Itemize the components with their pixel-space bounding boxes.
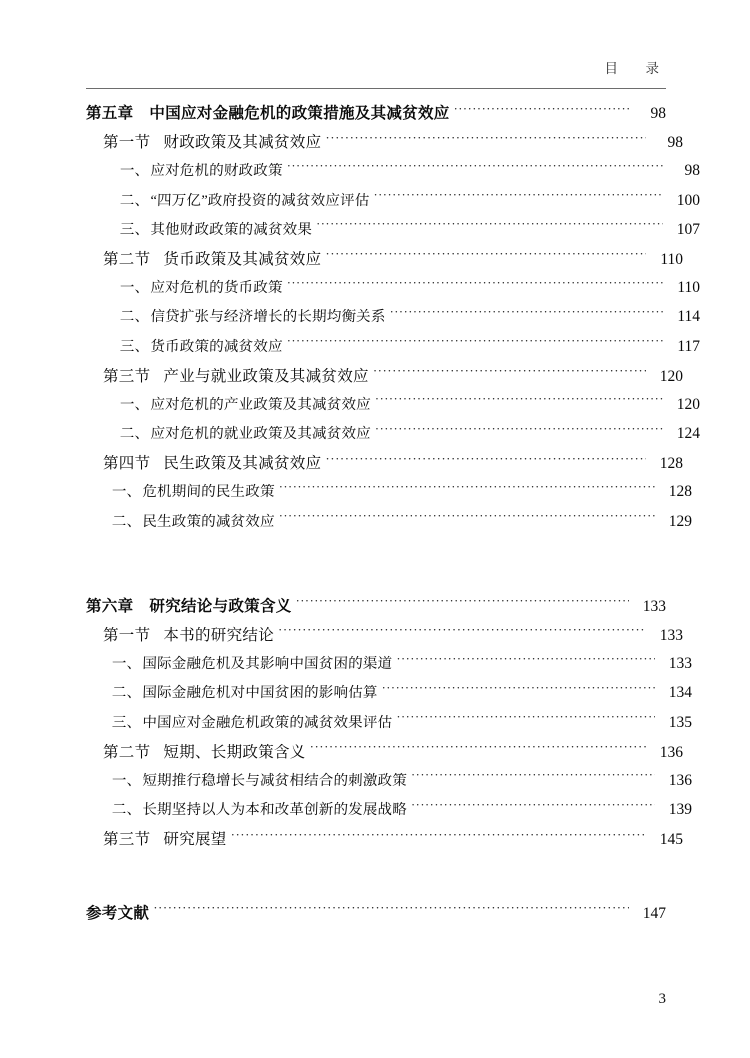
leader-dots [231,828,646,844]
toc-entry-page-number: 139 [668,801,692,819]
toc-entry-item[interactable] [120,218,700,247]
leader-dots [278,624,646,640]
toc-entry-page-number: 117 [677,337,700,355]
toc-entry-page-number: 110 [660,250,683,268]
toc-entry-number: 第一节 [103,627,151,644]
toc-entry-label [103,740,306,762]
toc-entry-number: 二、 [112,802,142,819]
table-of-contents [86,101,700,930]
toc-entry-page-number: 147 [642,904,666,922]
toc-entry-title: 研究展望 [163,831,227,849]
toc-entry-page-number: 107 [676,220,700,238]
toc-entry-page-number: 128 [668,483,692,501]
toc-entry-page-number: 100 [676,191,700,209]
toc-entry-title: 其他财政政策的减贫效果 [150,221,313,238]
toc-entry-page-number: 129 [668,512,692,530]
toc-entry-number: 二、 [120,192,150,209]
leader-dots [411,769,655,785]
leader-dots [411,798,655,814]
leader-dots [296,595,629,611]
section-gap [86,539,666,594]
toc-entry-number: 第二节 [103,743,151,761]
toc-entry-label [120,335,283,356]
toc-entry-item[interactable] [112,711,692,740]
toc-entry-title: 应对危机的就业政策及其减贫效应 [150,426,372,443]
toc-entry-label [112,681,378,702]
toc-entry-number: 一、 [120,163,150,180]
toc-entry-label [120,276,283,297]
toc-entry-title: 短期推行稳增长与减贫相结合的刺激政策 [142,772,408,789]
toc-entry-section[interactable] [103,623,683,652]
toc-entry-item[interactable] [112,681,692,710]
toc-entry-number: 第六章 [86,597,134,615]
toc-entry-number: 第四节 [103,455,151,473]
toc-entry-number: 二、 [120,309,150,326]
toc-entry-page-number: 135 [668,713,692,731]
toc-entry-title: 参考文献 [86,904,150,922]
toc-entry-page-number: 133 [642,597,666,615]
toc-entry-section[interactable] [103,130,683,159]
toc-entry-label [112,769,407,790]
leader-dots [287,276,663,292]
toc-entry-number: 第三节 [103,831,151,849]
toc-entry-number: 第一节 [103,134,151,152]
toc-entry-label [112,480,275,501]
toc-entry-title: 财政政策及其减贫效应 [163,134,322,152]
toc-entry-page-number: 133 [668,655,692,673]
leader-dots [373,189,663,205]
toc-entry-label [112,652,393,673]
toc-entry-item[interactable] [120,305,700,334]
leader-dots [279,510,655,526]
toc-entry-item[interactable] [112,480,692,509]
toc-entry-section[interactable] [103,740,683,769]
toc-entry-label [103,130,321,152]
toc-entry-section[interactable] [103,827,683,856]
leader-dots [454,102,629,118]
toc-entry-label [120,218,312,239]
toc-entry-title: 产业与就业政策及其减贫效应 [163,367,369,385]
toc-entry-label [120,189,370,210]
toc-entry-item[interactable] [112,798,692,827]
toc-entry-title: 民生政策的减贫效应 [142,513,275,530]
toc-entry-title: 民生政策及其减贫效应 [163,455,322,473]
toc-entry-label [103,623,274,645]
toc-entry-number: 一、 [112,656,142,673]
toc-entry-number: 第三节 [103,367,151,385]
leader-dots [375,422,663,438]
leader-dots [396,711,655,727]
toc-entry-title: 国际金融危机对中国贫困的影响估算 [142,685,378,702]
toc-entry-chapter[interactable] [86,594,666,623]
toc-entry-label [120,159,283,180]
toc-entry-page-number: 136 [668,771,692,789]
leader-dots [373,365,646,381]
toc-entry-item[interactable] [120,189,700,218]
leader-dots [153,902,629,918]
toc-entry-label [103,364,369,386]
toc-entry-label [86,594,292,616]
toc-entry-title: 应对危机的产业政策及其减贫效应 [150,396,372,413]
toc-entry-page-number: 98 [650,105,666,122]
toc-entry-item[interactable] [112,652,692,681]
toc-entry-number: 二、 [120,426,150,443]
toc-entry-item[interactable] [120,393,700,422]
toc-entry-title: 应对危机的货币政策 [150,280,283,297]
toc-entry-page-number: 134 [668,684,692,702]
toc-entry-title: 中国应对金融危机政策的减贫效果评估 [142,714,393,731]
leader-dots [310,741,646,757]
toc-entry-page-number: 133 [659,627,683,644]
leader-dots [325,248,646,264]
leader-dots [325,131,646,147]
toc-entry-item[interactable] [112,510,692,539]
toc-entry-section[interactable] [103,364,683,393]
toc-entry-item[interactable] [120,422,700,451]
leader-dots [390,305,663,321]
toc-entry-title: 本书的研究结论 [163,627,275,644]
toc-entry-label [112,510,275,531]
toc-entry-label [120,422,371,443]
leader-dots [316,218,663,234]
toc-entry-number: 三、 [112,714,142,731]
toc-entry-title: 长期坚持以人为本和改革创新的发展战略 [142,802,408,819]
toc-entry-label [103,247,321,269]
toc-entry-number: 三、 [120,221,150,238]
toc-entry-item[interactable] [120,335,700,364]
leader-dots [382,681,655,697]
toc-entry-label [120,393,371,414]
toc-entry-label [86,901,149,923]
toc-entry-number: 一、 [120,396,150,413]
leader-dots [325,452,646,468]
toc-entry-page-number: 136 [659,743,683,761]
toc-entry-page-number: 120 [659,367,683,385]
toc-entry-title: 国际金融危机及其影响中国贫困的渠道 [142,656,393,673]
toc-entry-number: 一、 [112,772,142,789]
toc-entry-label [112,798,407,819]
toc-entry-page-number: 120 [676,395,700,413]
toc-entry-number: 一、 [112,484,142,501]
toc-entry-title: 中国应对金融危机的政策措施及其减贫效应 [149,105,450,122]
toc-entry-page-number: 114 [677,308,700,326]
toc-entry-number: 一、 [120,280,150,297]
leader-dots [279,480,655,496]
toc-entry-number: 第五章 [86,105,134,122]
page-folio: 3 [658,991,666,1007]
toc-entry-number: 二、 [112,513,142,530]
running-header: 目 录 [604,61,666,76]
toc-entry-title: 货币政策及其减贫效应 [163,250,322,268]
toc-entry-number: 二、 [112,685,142,702]
leader-dots [287,335,663,351]
toc-entry-item[interactable] [120,159,700,188]
toc-entry-label [103,827,227,849]
toc-entry-title: 应对危机的财政政策 [150,163,283,180]
toc-entry-reference[interactable] [86,901,666,930]
leader-dots [375,393,663,409]
toc-entry-title: 货币政策的减贫效应 [150,338,283,355]
toc-entry-number: 三、 [120,338,150,355]
leader-dots [287,159,663,175]
toc-entry-label [86,101,450,123]
toc-entry-label [103,451,321,473]
toc-entry-page-number: 98 [684,162,700,180]
toc-entry-item[interactable] [120,276,700,305]
toc-entry-section[interactable] [103,247,683,276]
toc-entry-chapter[interactable] [86,101,666,130]
section-gap [86,857,666,901]
toc-entry-item[interactable] [112,769,692,798]
header-rule [86,88,666,89]
toc-entry-label [120,305,386,326]
toc-entry-page-number: 124 [676,425,700,443]
toc-entry-title: 短期、长期政策含义 [163,743,306,761]
toc-entry-page-number: 128 [659,455,683,473]
toc-entry-page-number: 98 [667,134,683,152]
toc-entry-label [112,711,393,732]
toc-entry-page-number: 110 [677,279,700,297]
toc-entry-number: 第二节 [103,250,151,268]
toc-entry-page-number: 145 [659,831,683,849]
toc-entry-title: 信贷扩张与经济增长的长期均衡关系 [150,309,386,326]
leader-dots [396,652,655,668]
toc-entry-title: “四万亿”政府投资的减贫效应评估 [150,192,370,209]
toc-entry-title: 研究结论与政策含义 [149,597,292,615]
toc-entry-section[interactable] [103,451,683,480]
toc-entry-title: 危机期间的民生政策 [142,484,275,501]
